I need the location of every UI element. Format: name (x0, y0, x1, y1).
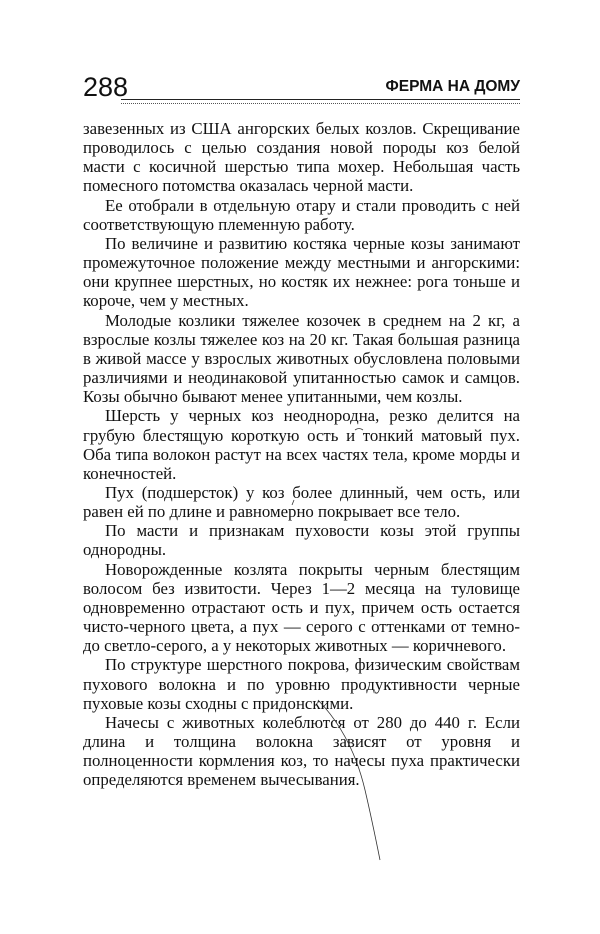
page-number: 288 (83, 72, 129, 102)
paragraph: Пух (подшерсток) у коз более длинный, чем ость, или равен ей по длине и равномерно покрывает все тело. (83, 482, 520, 522)
header-rule (121, 99, 520, 104)
paragraph: По величине и развитию костяка черные козы занимают промежуточное положение между местными и ангорскими: они крупнее шерстных, но костяк их нежнее: рога тоньше и короче, чем у местных. (83, 233, 520, 311)
paragraph: По масти и признакам пуховости козы этой группы однородны. (83, 521, 520, 560)
paragraph: Молодые козлики тяжелее козочек в среднем на 2 кг, а взрослые козлы тяжелее коз на 20 кг. Такая большая разница в живой массе у взрослых животных обусловлена половыми различиями и неодинаковой упитанностью самок и самцов. Козы обычно бывают менее упитанными, чем козлы. (83, 310, 520, 407)
page-header (83, 72, 520, 106)
paragraph: По структуре шерстного покрова, физическим свойствам пухового волокна и по уровню продуктивности черные пуховые козы сходны с придонскими. (83, 655, 520, 713)
paragraph: Начесы с животных колеблются от 280 до 440 г. Если длина и толщина волокна зависят от уровня и полноценности кормления коз, то начесы пуха практически определяются временем вычесывания. (83, 712, 520, 790)
paragraph: завезенных из США ангорских белых козлов. Скрещивание проводилось с целью создания новой породы коз белой масти с косичной шерстью типа мохер. Небольшая часть помесного потомства оказалась черной масти. (83, 119, 520, 196)
running-title: ФЕРМА НА ДОМУ (385, 78, 520, 95)
paragraph: Новорожденные козлята покрыты черным блестящим волосом без извитости. Через 1—2 месяца на туловище одновременно отрастают ость и пух, причем ость остается чисто-черного цвета, а пух — серого с оттенками от темно- до светло-серого, а у некоторых животных — коричневого. (83, 559, 520, 656)
paragraph: Ее отобрали в отдельную отару и стали проводить с ней соответствующую племенную работу. (83, 195, 520, 234)
paragraph: Шерсть у черных коз неоднородна, резко делится на грубую блестящую короткую ость и тонкий матовый пух. Оба типа волокон растут на всех частях тела, кроме морды и конечностей. (83, 406, 520, 483)
page-body (83, 119, 520, 789)
